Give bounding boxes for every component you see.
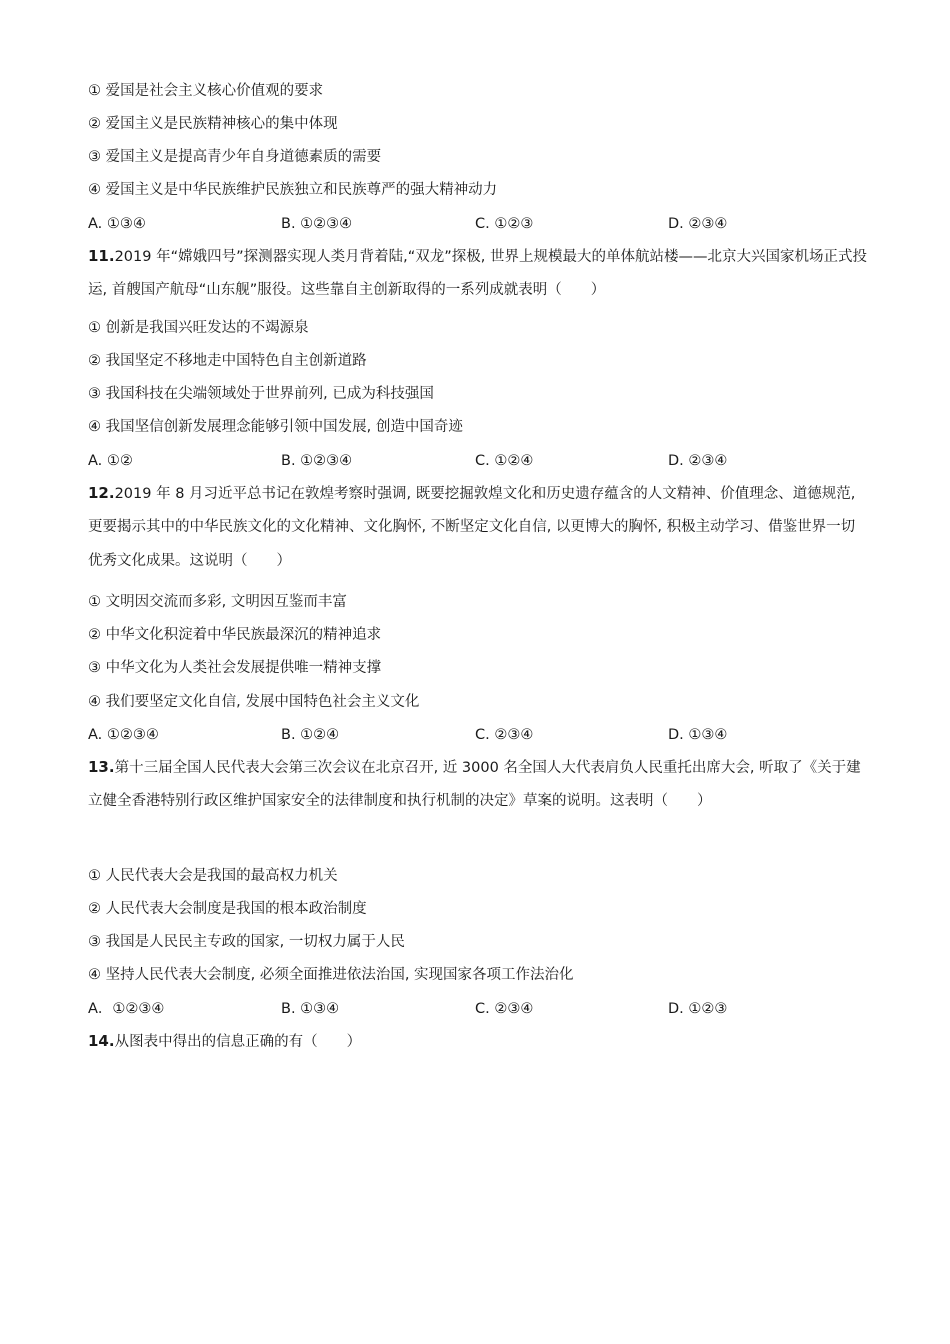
q10-item-1: ① 爱国是社会主义核心价值观的要求 [88, 83, 324, 99]
q12-option-a: A. ①②③④ [88, 727, 159, 743]
q11-item-4: ④ 我国坚信创新发展理念能够引领中国发展, 创造中国奇迹 [88, 419, 463, 435]
q13-option-c: C. ②③④ [475, 1001, 534, 1017]
q12-item-4: ④ 我们要坚定文化自信, 发展中国特色社会主义文化 [88, 694, 420, 710]
q11-option-d: D. ②③④ [668, 453, 728, 469]
q11-options [88, 451, 868, 471]
q11-option-b: B. ①②③④ [281, 453, 353, 469]
q13-options [88, 999, 868, 1019]
q12-stem: 2019 年 8 月习近平总书记在敦煌考察时强调, 既要挖掘敦煌文化和历史遗存蕴含的人文精神、价值理念、道德规范, 更要揭示其中的中华民族文化的文化精神、文化胸怀, 不断坚定文化自信, 以更博大的胸怀, 积极主动学习、借鉴世界一切优秀文化成果。这说明（ ） [88, 486, 856, 569]
q13-item-3: ③ 我国是人民民主专政的国家, 一切权力属于人民 [88, 934, 405, 950]
q13-stem: 第十三届全国人民代表大会第三次会议在北京召开, 近 3000 名全国人大代表肩负人民重托出席大会, 听取了《关于建立健全香港特别行政区维护国家安全的法律制度和执行机制的决定》草案的说明。这表明（ ） [88, 760, 861, 810]
q12-item-2: ② 中华文化积淀着中华民族最深沉的精神追求 [88, 627, 382, 643]
q13-number: 13. [88, 758, 115, 776]
q12-option-d: D. ①③④ [668, 727, 728, 743]
q10-item-4: ④ 爱国主义是中华民族维护民族独立和民族尊严的强大精神动力 [88, 182, 498, 198]
q11-stem-block [88, 240, 868, 308]
q12-number: 12. [88, 484, 115, 502]
q10-option-c: C. ①②③ [475, 216, 534, 232]
q13-item-1: ① 人民代表大会是我国的最高权力机关 [88, 868, 338, 884]
q14-stem-block [88, 1031, 361, 1052]
q12-item-1: ① 文明因交流而多彩, 文明因互鉴而丰富 [88, 594, 347, 610]
q13-item-2: ② 人民代表大会制度是我国的根本政治制度 [88, 901, 367, 917]
q11-option-a: A. ①② [88, 453, 133, 469]
q13-option-d: D. ①②③ [668, 1001, 728, 1017]
q12-option-b: B. ①②④ [281, 727, 340, 743]
q10-option-b: B. ①②③④ [281, 216, 353, 232]
q11-stem: 2019 年“嫦娥四号”探测器实现人类月背着陆,“双龙”探极, 世界上规模最大的单体航站楼——北京大兴国家机场正式投运, 首艘国产航母“山东舰”服役。这些靠自主创新取得的一系列成就表明（ ） [88, 249, 867, 299]
q11-number: 11. [88, 247, 115, 265]
q13-option-a: A．①②③④ [88, 1001, 165, 1017]
q13-option-b: B. ①③④ [281, 1001, 340, 1017]
q11-item-1: ① 创新是我国兴旺发达的不竭源泉 [88, 320, 309, 336]
q11-item-3: ③ 我国科技在尖端领域处于世界前列, 已成为科技强国 [88, 386, 434, 402]
q13-stem-block [88, 751, 868, 819]
q12-item-3: ③ 中华文化为人类社会发展提供唯一精神支撑 [88, 660, 382, 676]
q11-option-c: C. ①②④ [475, 453, 534, 469]
q14-stem: 从图表中得出的信息正确的有（ ） [114, 1034, 362, 1050]
q10-option-a: A. ①③④ [88, 216, 146, 232]
q12-stem-block [88, 477, 868, 578]
q12-options [88, 725, 868, 745]
q10-options [88, 214, 868, 234]
q10-item-2: ② 爱国主义是民族精神核心的集中体现 [88, 116, 338, 132]
q14-number: 14. [88, 1032, 115, 1050]
q11-item-2: ② 我国坚定不移地走中国特色自主创新道路 [88, 353, 367, 369]
q13-item-4: ④ 坚持人民代表大会制度, 必须全面推进依法治国, 实现国家各项工作法治化 [88, 967, 574, 983]
q10-item-3: ③ 爱国主义是提高青少年自身道德素质的需要 [88, 149, 382, 165]
q10-option-d: D. ②③④ [668, 216, 728, 232]
q12-option-c: C. ②③④ [475, 727, 534, 743]
